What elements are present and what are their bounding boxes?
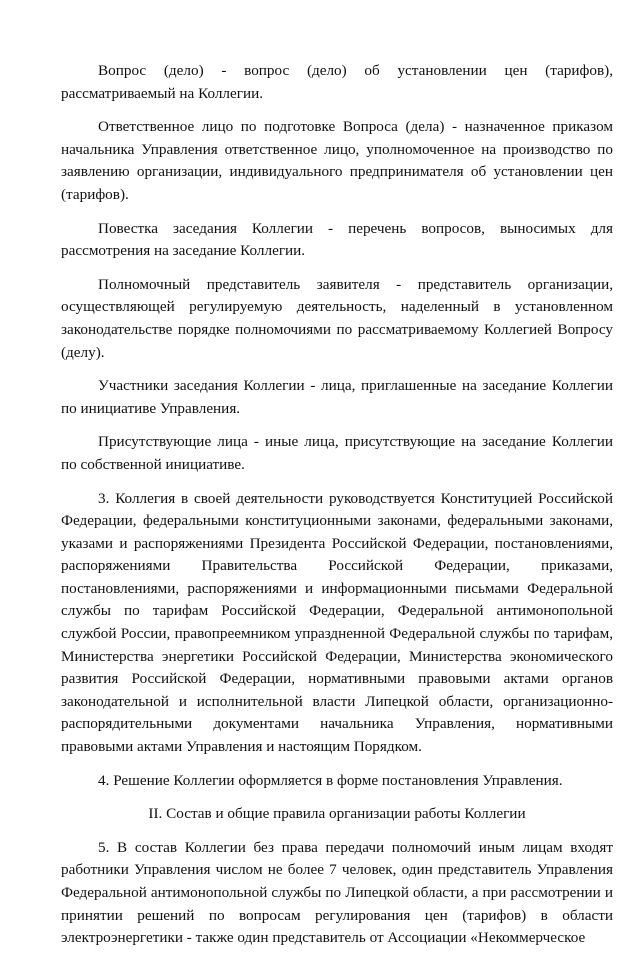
paragraph-definition-attendees: Присутствующие лица - иные лица, присутствующие на заседание Коллегии по собственной инициативе. <box>61 433 613 473</box>
paragraph-item-4: 4. Решение Коллегии оформляется в форме постановления Управления. <box>98 771 563 789</box>
paragraph-item-5: 5. В состав Коллегии без права передачи полномочий иным лицам входят работники Управления числом не более 7 человек, один представитель Управления Федеральной антимонопольной службы по Липецкой области, а при рассмотрении и принятии решений по вопросам регулирования цен (тарифов) в области электроэнергетики - также один представитель от Ассоциации «Некоммерческое <box>61 838 613 947</box>
paragraph-item-3: 3. Коллегия в своей деятельности руководствуется Конституцией Российской Федерации, федеральными конституционными законами, федеральными законами, указами и распоряжениями Президента Российской Федерации, постановлениями, распоряжениями Правительства Российской Федерации, приказами, постановлениями, распоряжениями и информационными письмами Федеральной службы по тарифам Российской Федерации, Федеральной антимонопольной службой России, правопреемником упраздненной Федеральной службы по тарифам, Министерства энергетики Российской Федерации, Министерства экономического развития Российской Федерации, нормативными правовыми актами органов законодательной и исполнительной власти Липецкой области, организационно-распорядительными документами начальника Управления, нормативными правовыми актами Управления и настоящим Порядком. <box>61 489 613 756</box>
section-heading: II. Состав и общие правила организации работы Коллегии <box>148 805 526 823</box>
paragraph-definition-responsible-person: Ответственное лицо по подготовке Вопроса (дела) - назначенное приказом начальника Управления ответственное лицо, уполномоченное на производство по заявлению организации, индивидуального предпринимателя об установлении цен (тарифов). <box>61 118 613 203</box>
paragraph-definition-authorized-representative: Полномочный представитель заявителя - представитель организации, осуществляющей регулируемую деятельность, наделенный в установленном законодательстве порядке полномочиями по рассматриваемому Коллегией Вопросу (делу). <box>61 275 613 361</box>
paragraph-definition-question: Вопрос (дело) - вопрос (дело) об установлении цен (тарифов), рассматриваемый на Коллегии. <box>61 62 613 102</box>
paragraph-definition-participants: Участники заседания Коллегии - лица, приглашенные на заседание Коллегии по инициативе Управления. <box>61 377 613 417</box>
document-page <box>61 60 613 961</box>
paragraph-definition-agenda: Повестка заседания Коллегии - перечень вопросов, выносимых для рассмотрения на заседание Коллегии. <box>61 219 613 260</box>
